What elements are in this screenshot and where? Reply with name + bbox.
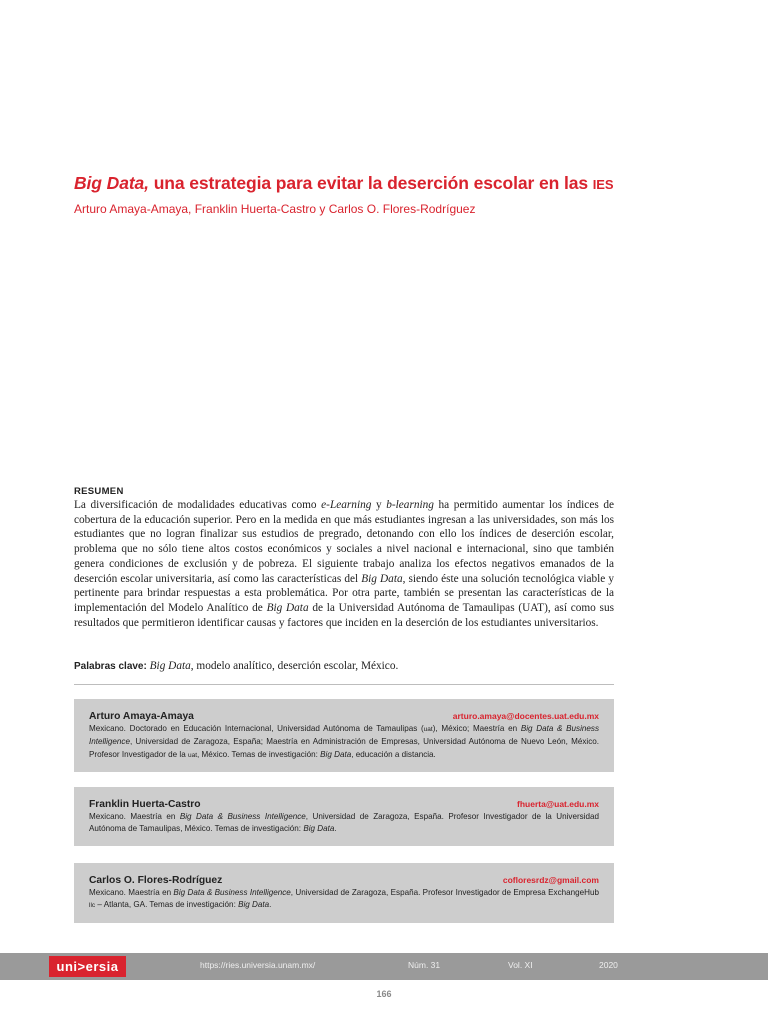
title-main-part: una estrategia para evitar la deserción escolar en las [148, 173, 593, 193]
author-bio-text: Mexicano. Doctorado en Educación Internacional, Universidad Autónoma de Tamaulipas (uat), México; Maestría en Big Data & Business Intelligence, Universidad de Zaragoza, España; Maestría en Administración de Empresas, Universidad Autónoma de Nuevo León, México. Profesor Investigador de la uat, México. Temas de investigación: Big Data, educación a distancia. [89, 724, 599, 759]
abstract-label: RESUMEN [74, 486, 124, 497]
footer-year: 2020 [599, 960, 618, 970]
title-acronym: IES [592, 177, 614, 192]
keywords: Palabras clave: Big Data, modelo analítico, deserción escolar, México. [74, 660, 399, 672]
universia-logo: uni>ersia [49, 956, 126, 977]
keywords-label: Palabras clave: [74, 661, 147, 672]
footer-issue: Núm. 31 [408, 960, 441, 970]
author-bio-card [74, 863, 614, 923]
article-authors: Arturo Amaya-Amaya, Franklin Huerta-Castro y Carlos O. Flores-Rodríguez [74, 202, 476, 216]
article-title [74, 173, 714, 194]
author-email-link[interactable]: arturo.amaya@docentes.uat.edu.mx [452, 711, 599, 721]
author-email-link[interactable]: cofloresrdz@gmail.com [502, 875, 599, 885]
author-name: Arturo Amaya-Amaya [89, 711, 194, 722]
author-bio-card [74, 787, 614, 846]
author-bio-text: Mexicano. Maestría en Big Data & Business Intelligence, Universidad de Zaragoza, España. Profesor Investigador de Empresa ExchangeHub llc – Atlanta, GA. Temas de investigación: Big Data. [89, 888, 599, 910]
page-number: 166 [376, 989, 392, 999]
author-email-link[interactable]: fhuerta@uat.edu.mx [517, 799, 599, 809]
abstract-text: La diversificación de modalidades educativas como e-Learning y b-learning ha permitido aumentar los índices de cobertura de la educación superior. Pero en la medida en que más estudiantes ingresan a las universidades, son más los estudiantes que no logran finalizar sus estudios de pregrado, detonando con ello los índices de deserción escolar, problema que no sólo tiene altos costos económicos y sociales a nivel nacional e internacional, sino que también genera condiciones de exclusión y de pobreza. El siguiente trabajo analiza los efectos negativos emanados de la deserción escolar universitaria, así como las características del Big Data, siendo éste una solución tecnológica viable y pertinente para brindar respuestas a esta problemática. Por otra parte, también se presentan las características de la implementación del Modelo Analítico de Big Data de la Universidad Autónoma de Tamaulipas (UAT), así como sus resultados que permitieron identificar causas y factores que inciden en la deserción de los estudiantes universitarios. [74, 499, 615, 629]
author-name: Carlos O. Flores-Rodríguez [89, 875, 223, 886]
author-bio-text: Mexicano. Maestría en Big Data & Business Intelligence, Universidad de Zaragoza, España. Profesor Investigador de la Universidad Autónoma de Tamaulipas, México. Temas de investigación: Big Data. [89, 812, 600, 834]
footer-volume: Vol. XI [508, 960, 533, 970]
title-italic-part: Big Data, [74, 173, 149, 193]
section-divider [74, 684, 614, 685]
author-name: Franklin Huerta-Castro [89, 799, 201, 810]
footer-url-link[interactable]: https://ries.universia.unam.mx/ [200, 960, 316, 970]
author-bio-card [74, 699, 614, 772]
